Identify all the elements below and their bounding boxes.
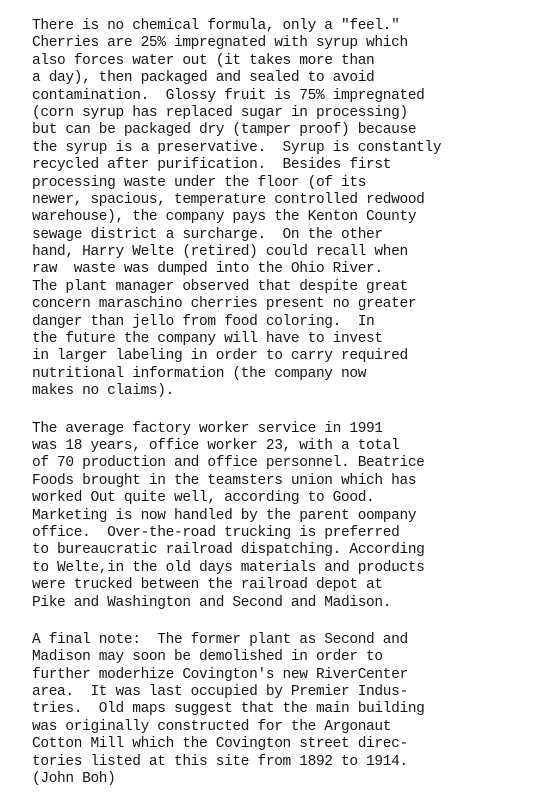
text-line: was originally constructed for the Argonaut [32, 718, 392, 735]
text-line: area. It was last occupied by Premier Indus- [32, 684, 408, 701]
text-line: The plant manager observed that despite great [32, 278, 408, 295]
text-line: Cherries are 25% impregnated with syrup which [32, 35, 408, 52]
author-signoff: (John Boh) [32, 771, 116, 788]
text-line: Madison may soon be demolished in order to [32, 649, 383, 666]
text-line: were trucked between the railroad depot at [32, 577, 383, 594]
text-line: hand, Harry Welte (retired) could recall when [32, 244, 408, 261]
text-line: Pike and Washington and Second and Madison. [32, 594, 392, 611]
text-line: to Welte,in the old days materials and products [32, 559, 425, 576]
text-line: (corn syrup has replaced sugar in processing) [32, 104, 408, 121]
text-line: also forces water out (it takes more than [32, 52, 375, 69]
text-line: a day), then packaged and sealed to avoid [32, 70, 375, 87]
text-line: was 18 years, office worker 23, with a total [32, 437, 400, 454]
text-line: warehouse), the company pays the Kenton County [32, 209, 417, 226]
text-line: A final note: The former plant as Second and [32, 631, 408, 648]
text-line: Cotton Mill which the Covington street direc- [32, 736, 408, 753]
text-line: raw waste was dumped into the Ohio River. [32, 261, 383, 278]
text-line: worked Out quite well, according to Good. [32, 490, 375, 507]
text-line: danger than jello from food coloring. In [32, 313, 375, 330]
text-line: There is no chemical formula, only a "feel." [32, 18, 400, 34]
paragraph-processing [32, 18, 552, 401]
text-line: tories listed at this site from 1892 to 1914. [32, 753, 408, 770]
text-line: the syrup is a preservative. Syrup is constantly [32, 139, 442, 156]
text-line: to bureaucratic railroad dispatching. According [32, 542, 425, 559]
text-line: recycled after purification. Besides first [32, 157, 392, 174]
text-line: but can be packaged dry (tamper proof) because [32, 122, 417, 139]
text-line: newer, spacious, temperature controlled redwood [32, 191, 425, 208]
text-line: of 70 production and office personnel. Beatrice [32, 455, 425, 472]
paragraph-final-note [32, 632, 552, 789]
text-line: contamination. Glossy fruit is 75% impregnated [32, 87, 425, 104]
text-line: tries. Old maps suggest that the main building [32, 701, 425, 718]
text-line: further moderhize Covington's new RiverCenter [32, 666, 408, 683]
text-line: in larger labeling in order to carry required [32, 348, 408, 365]
text-line: makes no claims). [32, 383, 174, 400]
text-line: Foods brought in the teamsters union which has [32, 472, 417, 489]
text-line: the future the company will have to invest [32, 331, 383, 348]
text-line: The average factory worker service in 1991 [32, 420, 383, 437]
paragraph-workforce [32, 421, 552, 612]
typed-text-body [32, 18, 552, 788]
text-line: nutritional information (the company now [32, 365, 367, 382]
text-line: Marketing is now handled by the parent oompany [32, 507, 417, 524]
text-line: office. Over-the-road trucking is preferred [32, 524, 400, 541]
text-line: sewage district a surcharge. On the other [32, 226, 383, 243]
text-line: processing waste under the floor (of its [32, 174, 367, 191]
text-line: concern maraschino cherries present no greater [32, 296, 417, 313]
